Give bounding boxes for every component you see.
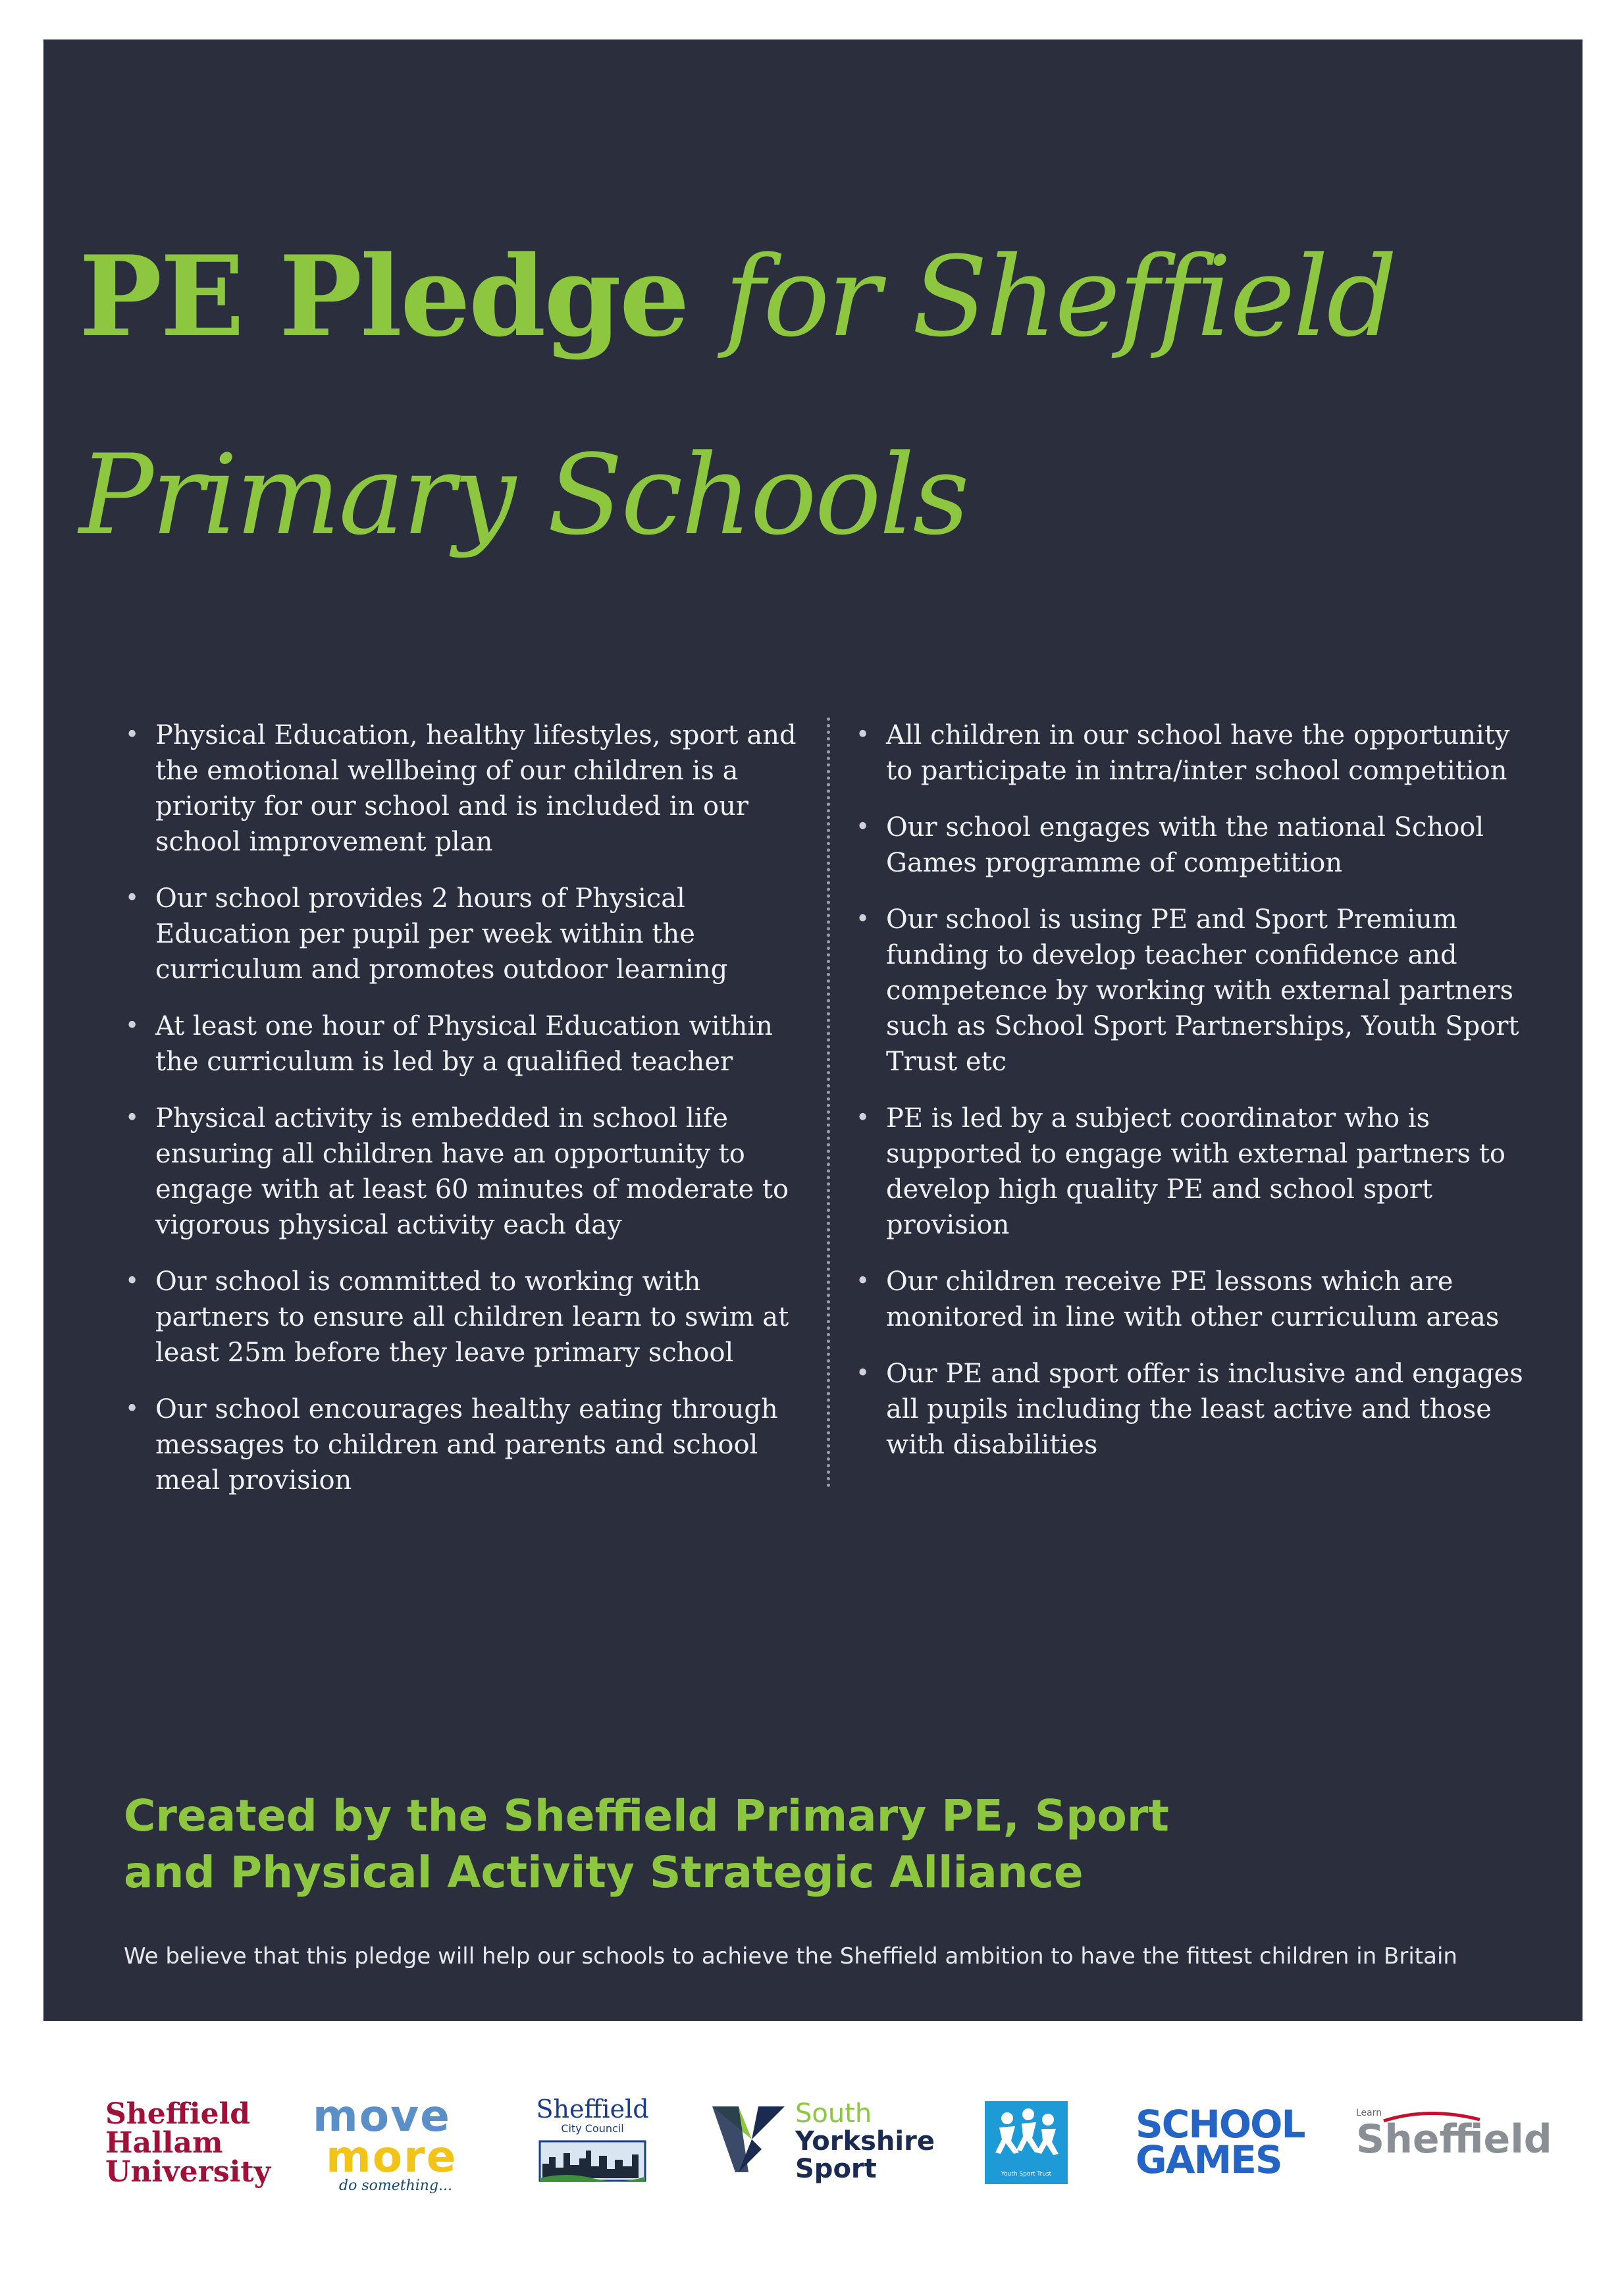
yst-caption: Youth Sport Trust bbox=[1001, 2171, 1052, 2178]
pledge-item bbox=[856, 810, 1540, 881]
bullet-icon: • bbox=[125, 1396, 140, 1422]
move-more-line-2: more bbox=[326, 2131, 458, 2182]
scc-sub: City Council bbox=[561, 2122, 624, 2135]
pledge-text: PE is led by a subject coordinator who is supported to engage with external partners to develop high quality PE and school sport provision bbox=[886, 1103, 1505, 1240]
pledge-text: Our children receive PE lessons which are monitored in line with other curriculum areas bbox=[886, 1266, 1500, 1332]
pledge-list-right bbox=[856, 718, 1540, 1484]
bullet-icon: • bbox=[856, 1105, 870, 1132]
pledge-item bbox=[125, 881, 816, 987]
pledge-item bbox=[125, 1264, 816, 1370]
sys-line-3: Sport bbox=[795, 2154, 877, 2184]
pledge-item bbox=[856, 1264, 1540, 1335]
sheffield-city-council-logo bbox=[533, 2096, 652, 2228]
shu-line-1: Sheffield bbox=[105, 2097, 251, 2131]
pledge-item bbox=[125, 1101, 816, 1243]
pledge-text: Our school is committed to working with partners to ensure all children learn to swim at least 25m before they leave primary school bbox=[155, 1266, 789, 1368]
pledge-item bbox=[856, 1356, 1540, 1463]
shu-line-2: Hallam bbox=[105, 2126, 223, 2160]
pledge-item bbox=[856, 1101, 1540, 1243]
title-italic-1: for Sheffield bbox=[724, 232, 1396, 361]
sheffield-hallam-logo bbox=[105, 2097, 271, 2231]
pledge-text: At least one hour of Physical Education within the curriculum is led by a qualified teacher bbox=[155, 1011, 773, 1077]
pledge-item bbox=[125, 1008, 816, 1080]
bullet-icon: • bbox=[125, 1268, 140, 1295]
bullet-icon: • bbox=[125, 721, 140, 748]
scc-name: Sheffield bbox=[536, 2095, 649, 2124]
credit-line-2: and Physical Activity Strategic Alliance bbox=[124, 1847, 1084, 1898]
south-yorkshire-sport-logo bbox=[712, 2100, 936, 2231]
pledge-list-left bbox=[125, 718, 816, 1519]
pledge-text: Our PE and sport offer is inclusive and engages all pupils including the least active and those with disabilities bbox=[886, 1359, 1523, 1460]
bullet-icon: • bbox=[125, 885, 140, 912]
pledge-item bbox=[856, 902, 1540, 1080]
belief-statement: We believe that this pledge will help our schools to achieve the Sheffield ambition to have the fittest children in Britain bbox=[124, 1943, 1457, 1970]
shu-line-3: University bbox=[105, 2155, 271, 2189]
sys-line-1: South bbox=[795, 2099, 872, 2129]
title-italic-2: Primary Schools bbox=[79, 430, 968, 560]
title-regular: PE Pledge bbox=[79, 231, 725, 361]
pledge-text: Our school engages with the national School Games programme of competition bbox=[886, 812, 1484, 878]
city-skyline-icon bbox=[533, 2135, 652, 2187]
pledge-item bbox=[125, 718, 816, 860]
sys-line-2: Yorkshire bbox=[795, 2126, 935, 2156]
youth-sport-trust-logo bbox=[985, 2101, 1068, 2184]
learn-sheffield-big: Sheffield bbox=[1356, 2116, 1552, 2162]
move-more-tagline: do something... bbox=[339, 2178, 453, 2194]
page-title bbox=[79, 197, 1396, 594]
bullet-icon: • bbox=[856, 906, 870, 933]
bullet-icon: • bbox=[856, 814, 870, 841]
learn-sheffield-small: Learn bbox=[1356, 2108, 1382, 2118]
credit-line-1: Created by the Sheffield Primary PE, Sport bbox=[124, 1790, 1169, 1841]
pledge-text: Physical Education, healthy lifestyles, sport and the emotional wellbeing of our children is a priority for our school and is included in our school improvement plan bbox=[155, 720, 797, 857]
school-games-line-2: GAMES bbox=[1136, 2137, 1282, 2182]
pledge-text: Our school encourages healthy eating through messages to children and parents and school meal provision bbox=[155, 1394, 778, 1496]
bullet-icon: • bbox=[125, 1105, 140, 1132]
move-more-logo bbox=[313, 2091, 471, 2228]
bullet-icon: • bbox=[856, 1360, 870, 1387]
learn-sheffield-logo bbox=[1356, 2108, 1552, 2239]
pledge-text: Physical activity is embedded in school life ensuring all children have an opportunity to engage with at least 60 minutes of moderate to vigorous physical activity each day bbox=[155, 1103, 789, 1240]
column-divider bbox=[827, 718, 830, 1488]
school-games-line-1: SCHOOL bbox=[1136, 2102, 1305, 2147]
bullet-icon: • bbox=[856, 1268, 870, 1295]
youth-sport-figures-icon bbox=[985, 2101, 1068, 2167]
school-games-logo bbox=[1136, 2102, 1305, 2238]
pledge-text: All children in our school have the opportunity to participate in intra/inter school competition bbox=[886, 720, 1510, 786]
swoosh-icon bbox=[1382, 2110, 1481, 2124]
move-more-line-1: move bbox=[313, 2091, 451, 2141]
sys-chevron-icon bbox=[712, 2100, 785, 2179]
pledge-text: Our school is using PE and Sport Premium funding to develop teacher confidence and competence by working with external partners such as School Sport Partnerships, Youth Sport Trust etc bbox=[886, 904, 1519, 1077]
pledge-text: Our school provides 2 hours of Physical Education per pupil per week within the curriculum and promotes outdoor learning bbox=[155, 883, 728, 985]
pledge-item bbox=[125, 1392, 816, 1498]
bullet-icon: • bbox=[856, 721, 870, 748]
bullet-icon: • bbox=[125, 1012, 140, 1039]
pledge-item bbox=[856, 718, 1540, 789]
credit-heading bbox=[124, 1788, 1169, 1901]
partner-logos bbox=[0, 2074, 1622, 2218]
